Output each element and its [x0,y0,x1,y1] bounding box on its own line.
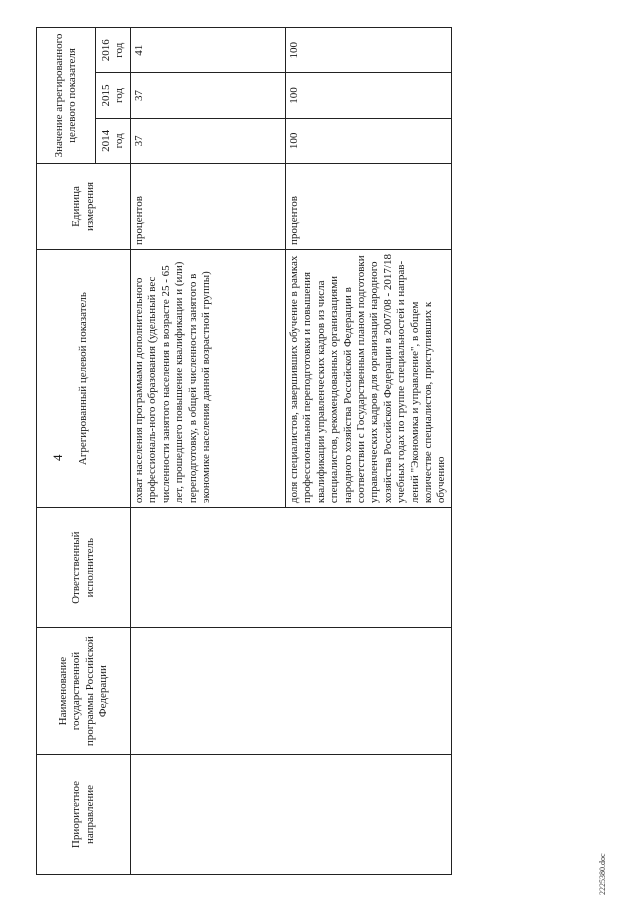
unit-cell: процентов [131,163,286,249]
value-2015-cell: 37 [131,73,286,118]
document-id: 2225380.doc [598,853,607,895]
header-year-2016: 2016 год [96,28,131,73]
header-year-2015: 2015 год [96,73,131,118]
value-2015-cell: 100 [286,73,452,118]
program-cell [131,628,452,755]
value-2016-cell: 100 [286,28,452,73]
table-row [131,28,286,875]
indicator-table [36,27,452,875]
indicator-cell: охват населения программами дополнительного профессиональ-ного образования (удельный вес численности занятого населения в возрасте 25 - 65 лет, прошедшего повышение квалификации и (или) переподготовку, в общей численности занятого в экономике населения данной возрастной группы) [131,250,286,508]
header-indicator: Агрегированный целевой показатель [37,250,131,508]
header-year-2014: 2014 год [96,118,131,163]
header-executor: Ответственный исполнитель [37,508,131,628]
value-2016-cell: 41 [131,28,286,73]
priority-cell [131,754,452,874]
header-program: Наименование государственной программы Российской Федерации [37,628,131,755]
header-unit: Единица измерения [37,163,131,249]
header-value-group: Значение агрегированного целевого показателя [37,28,96,164]
value-2014-cell: 37 [131,118,286,163]
header-priority: Приоритетное направление [37,754,131,874]
value-2014-cell: 100 [286,118,452,163]
page-number: 4 [50,454,65,461]
header-row-1 [37,28,96,875]
unit-cell: процентов [286,163,452,249]
executor-cell [131,508,452,628]
indicator-cell: доля специалистов, завершивших обучение в рамках профессиональной переподготовки и повышения квалификации управленческих кадров из числа специалистов, рекомендованных организациями народного хозяйства Российской Федерации в соответствии с Государственным планом подготовки управленческих кадров для организаций народного хозяйства Российской Федерации в 2007/08 - 2017/18 учебных годах по группе специальностей и направ-лений "Экономика и управление", в общем количестве специалистов, приступивших к обучению [286,250,452,508]
